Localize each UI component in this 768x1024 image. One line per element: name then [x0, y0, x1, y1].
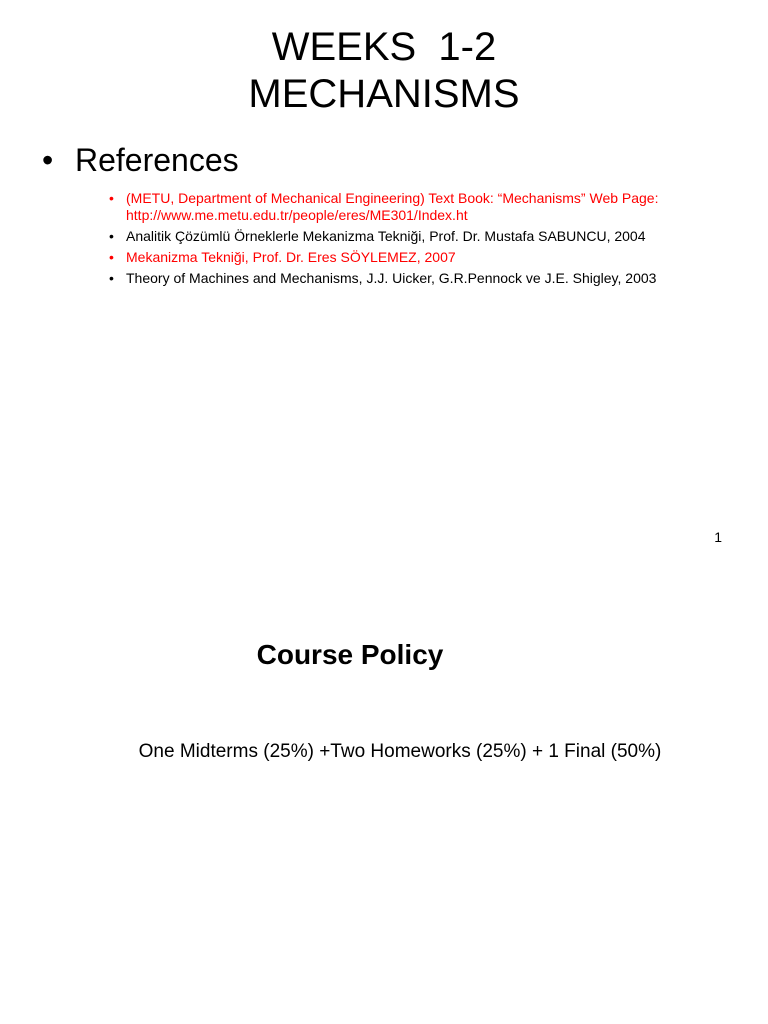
reference-item	[108, 228, 728, 245]
bullet-icon: •	[109, 190, 114, 206]
references-list	[108, 190, 728, 291]
reference-text: Analitik Çözümlü Örneklerle Mekanizma Tekniği, Prof. Dr. Mustafa SABUNCU, 2004	[126, 228, 646, 244]
reference-item	[108, 270, 728, 287]
bullet-icon: •	[109, 249, 114, 265]
reference-text: (METU, Department of Mechanical Engineering) Text Book: “Mechanisms” Web Page: http://www.me.metu.edu.tr/people/eres/ME301/Index.ht	[126, 190, 659, 223]
slide-title-line-2: MECHANISMS	[248, 72, 520, 116]
slide-title	[0, 24, 768, 118]
references-heading	[42, 141, 239, 179]
page-number: 1	[714, 529, 722, 545]
reference-text: Mekanizma Tekniği, Prof. Dr. Eres SÖYLEMEZ, 2007	[126, 249, 456, 265]
bullet-icon: •	[109, 270, 114, 286]
bullet-icon: •	[42, 142, 54, 178]
grading-breakdown: One Midterms (25%) +Two Homeworks (25%) + 1 Final (50%)	[138, 741, 662, 762]
reference-item	[108, 190, 728, 224]
slide-title-line-1: WEEKS 1-2	[271, 25, 497, 69]
bullet-icon: •	[109, 228, 114, 244]
slide-2	[0, 576, 768, 1024]
reference-item	[108, 249, 728, 266]
references-heading-label: References	[75, 142, 239, 178]
course-policy-title: Course Policy	[256, 639, 444, 670]
reference-text: Theory of Machines and Mechanisms, J.J. Uicker, G.R.Pennock ve J.E. Shigley, 2003	[126, 270, 657, 286]
